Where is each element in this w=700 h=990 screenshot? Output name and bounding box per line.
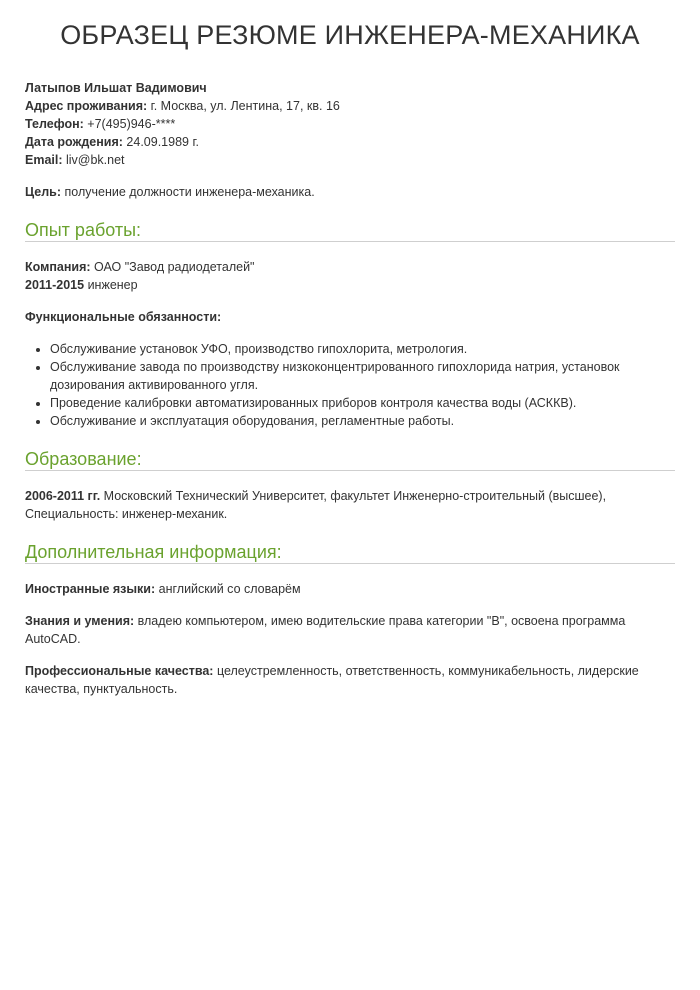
experience-heading: Опыт работы: [25, 218, 675, 242]
birthdate-label: Дата рождения: [25, 135, 123, 149]
phone-row [25, 115, 675, 133]
list-item: • Обслуживание и эксплуатация оборудования, регламентные работы. [50, 412, 675, 430]
education-value: Московский Технический Университет, факультет Инженерно-строительный (высшее), Специальность: инженер-механик. [25, 489, 607, 521]
education-row [25, 487, 675, 523]
duties-heading: Функциональные обязанности: [25, 310, 222, 324]
skills-label: Знания и умения: [25, 614, 135, 628]
company-row [25, 258, 675, 276]
languages-label: Иностранные языки: [25, 582, 156, 596]
address-row [25, 97, 675, 115]
additional-heading: Дополнительная информация: [25, 540, 675, 564]
job-position-value: инженер [84, 278, 138, 292]
experience-section [25, 258, 675, 430]
birthdate-row [25, 133, 675, 151]
qualities-value: целеустремленность, ответственность, коммуникабельность, лидерские качества, пунктуальность. [25, 664, 639, 696]
education-period-label: 2006-2011 гг. [25, 489, 101, 503]
goal-label: Цель: [25, 185, 62, 199]
birthdate-value: 24.09.1989 г. [122, 135, 199, 149]
list-item: • Обслуживание установок УФО, производство гипохлорита, метрология. [50, 340, 675, 358]
qualities-label: Профессиональные качества: [25, 664, 214, 678]
job-period-row [25, 276, 675, 294]
email-label: Email: [25, 153, 63, 167]
education-section [25, 487, 675, 523]
company-value: ОАО "Завод радиодеталей" [90, 260, 255, 274]
duties-list [25, 340, 675, 430]
address-label: Адрес проживания: [25, 99, 148, 113]
qualities-row [25, 662, 675, 698]
education-heading: Образование: [25, 447, 675, 471]
personal-info [25, 79, 675, 169]
skills-row [25, 612, 675, 648]
goal-value: получение должности инженера-механика. [61, 185, 315, 199]
list-item: • Проведение калибровки автоматизированных приборов контроля качества воды (АСККВ). [50, 394, 675, 412]
languages-value: английский со словарём [155, 582, 301, 596]
email-row [25, 151, 675, 169]
page-title: ОБРАЗЕЦ РЕЗЮМЕ ИНЖЕНЕРА-МЕХАНИКА [60, 20, 640, 50]
languages-row [25, 580, 675, 598]
company-label: Компания: [25, 260, 91, 274]
additional-section [25, 580, 675, 698]
phone-value: +7(495)946-**** [83, 117, 176, 131]
full-name: Латыпов Ильшат Вадимович [25, 81, 207, 95]
address-value: г. Москва, ул. Лентина, 17, кв. 16 [147, 99, 340, 113]
job-period-label: 2011-2015 [25, 278, 85, 292]
skills-value: владею компьютером, имею водительские права категории "В", освоена программа AutoCAD. [25, 614, 626, 646]
goal-row [25, 183, 675, 201]
phone-label: Телефон: [25, 117, 84, 131]
list-item: • Обслуживание завода по производству низкоконцентрированного гипохлорида натрия, установок дозирования активированного угля. [50, 358, 675, 394]
email-value: liv@bk.net [62, 153, 125, 167]
